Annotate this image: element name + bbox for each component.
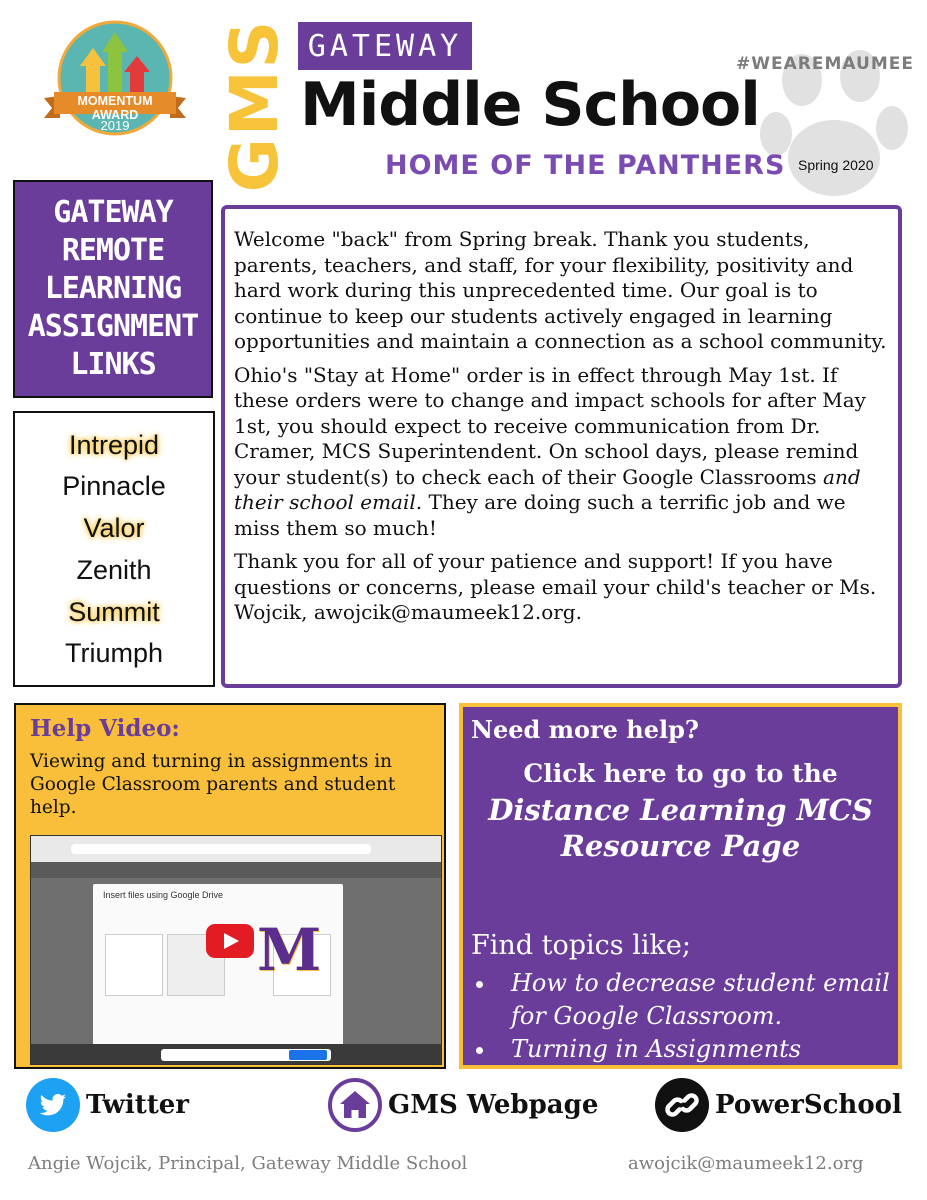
house-link-triumph[interactable]: Triumph <box>64 638 164 669</box>
more-help-title: Need more help? <box>471 715 699 744</box>
links-heading-line: ASSIGNMENT <box>27 309 199 344</box>
gms-text: GMS <box>216 18 294 192</box>
video-file-thumbnail <box>105 934 163 996</box>
house-link-summit[interactable]: Summit <box>68 596 160 627</box>
footer-principal: Angie Wojcik, Principal, Gateway Middle School <box>28 1153 468 1174</box>
house-link-pinnacle[interactable]: Pinnacle <box>62 471 166 502</box>
twitter-label: Twitter <box>86 1090 190 1120</box>
youtube-play-icon[interactable] <box>206 924 254 958</box>
welcome-paragraph-3: Thank you for all of your patience and support! If you have questions or concerns, please email your child's teacher or Ms. Wojcik, awojcik@maumeek12.org. <box>234 549 877 624</box>
help-video-description: Viewing and turning in assignments in Google Classroom parents and student help. <box>30 751 396 818</box>
welcome-p2-start: Ohio's "Stay at Home" order is in effect through May 1st. If these orders were to change and impact schools for after May 1st, you should expect to receive communication from Dr. Cramer, MCS Superintendent. On school days, please remind your student(s) to check each of their Google Classrooms <box>234 362 866 489</box>
gms-webpage-link[interactable] <box>328 1078 598 1132</box>
house-link-zenith[interactable]: Zenith <box>76 554 152 585</box>
links-heading-line: REMOTE <box>61 233 165 268</box>
remote-learning-links-heading <box>13 180 213 398</box>
resource-link-line-3: Resource Page <box>560 829 801 863</box>
welcome-paragraph-2 <box>234 363 888 542</box>
resource-link-line-1: Click here to go to the <box>523 759 838 788</box>
links-heading-line: GATEWAY <box>53 195 173 230</box>
welcome-p2-end: They are doing such a terrific job and we miss them so much! <box>234 490 846 540</box>
topic-item: • How to decrease student email for Google Classroom. <box>497 967 890 1033</box>
help-video-title: Help Video: <box>30 715 180 742</box>
video-browser-chrome <box>31 836 441 862</box>
powerschool-link[interactable] <box>655 1078 902 1132</box>
video-control-bar <box>31 1044 441 1064</box>
resource-link-line-2: Distance Learning MCS <box>488 793 873 827</box>
welcome-message-box <box>221 205 902 688</box>
house-links-list <box>13 411 215 687</box>
welcome-p2-emphasis: and their school email. <box>234 464 861 514</box>
season-label: Spring 2020 <box>798 157 874 173</box>
house-link-valor[interactable]: Valor <box>83 513 145 544</box>
award-year: 2019 <box>100 118 130 133</box>
school-tagline: HOME OF THE PANTHERS <box>385 150 786 181</box>
twitter-link[interactable] <box>26 1078 189 1132</box>
more-help-panel <box>459 703 902 1069</box>
home-icon <box>328 1078 382 1132</box>
house-link-intrepid[interactable]: Intrepid <box>68 429 160 460</box>
gms-webpage-label: GMS Webpage <box>388 1090 599 1120</box>
resource-page-link[interactable] <box>471 756 890 864</box>
link-chain-icon <box>655 1078 709 1132</box>
links-heading-line: LINKS <box>70 347 156 382</box>
gms-vertical-logo <box>216 10 294 200</box>
help-video-panel <box>14 703 446 1069</box>
topics-list <box>471 967 890 1066</box>
video-address-bar <box>71 844 371 854</box>
school-title: Middle School <box>300 70 760 140</box>
footer-email[interactable]: awojcik@maumeek12.org <box>628 1153 864 1174</box>
video-stop-sharing-button <box>289 1050 327 1060</box>
maumee-m-logo: M <box>257 916 322 984</box>
gateway-banner: GATEWAY <box>298 22 472 70</box>
topics-label: Find topics like; <box>471 930 691 961</box>
hashtag: #WEAREMAUMEE <box>736 54 914 74</box>
topic-item: • Turning in Assignments <box>497 1033 890 1066</box>
momentum-award-logo <box>40 18 190 148</box>
powerschool-label: PowerSchool <box>715 1090 902 1120</box>
video-dialog-title: Insert files using Google Drive <box>103 890 224 900</box>
award-label: MOMENTUM AWARD <box>77 94 153 122</box>
links-heading-line: LEARNING <box>44 271 182 306</box>
video-app-bar <box>31 862 441 878</box>
welcome-paragraph-1: Welcome "back" from Spring break. Thank you students, parents, teachers, and staff, for your flexibility, positivity and hard work during this unprecedented time. Our goal is to continue to keep our students actively engaged in learning opportunities and maintain a connection as a school community. <box>234 227 887 353</box>
help-video-player[interactable] <box>30 835 442 1065</box>
twitter-icon <box>26 1078 80 1132</box>
